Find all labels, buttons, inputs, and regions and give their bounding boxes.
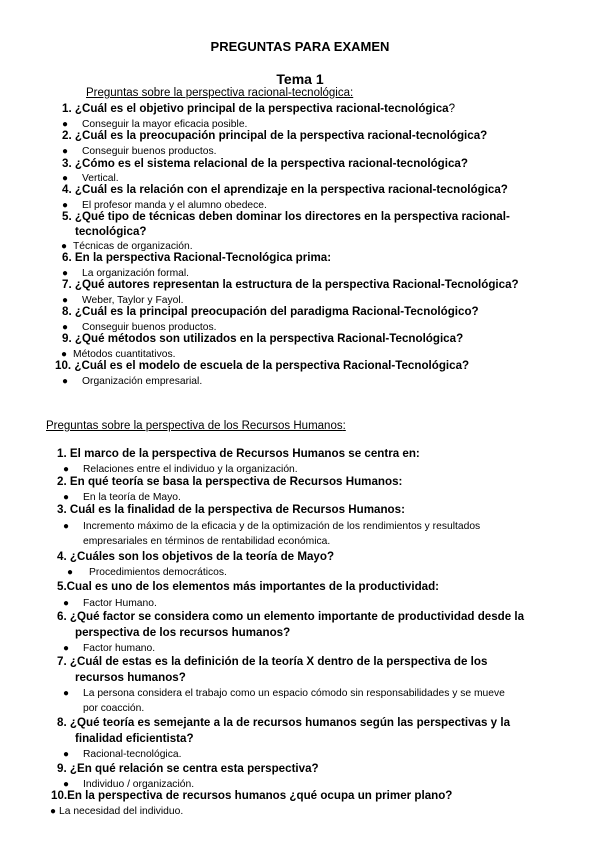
question: 9. ¿Qué métodos son utilizados en la perspectiva Racional-Tecnológica?	[62, 332, 464, 345]
answer: ● En la teoría de Mayo.	[63, 492, 181, 503]
bullet-icon: ●	[63, 464, 70, 475]
bullet-icon: ●	[63, 521, 70, 532]
answer: ● Factor Humano.	[63, 598, 157, 609]
answer: ● Individuo / organización.	[63, 779, 195, 790]
question-continuation: finalidad eficientista?	[75, 732, 194, 745]
topic-title: Tema 1	[276, 71, 324, 87]
bullet-icon: ●	[63, 779, 70, 790]
bullet-icon: ●	[62, 295, 69, 306]
bullet-icon: ●	[62, 200, 69, 211]
question: 3. Cuál es la finalidad de la perspectiva de Recursos Humanos:	[57, 503, 405, 516]
question: 1. ¿Cuál es el objetivo principal de la perspectiva racional-tecnológica?	[62, 102, 456, 115]
question: 7. ¿Qué autores representan la estructura de la perspectiva Racional-Tecnológica?	[62, 278, 519, 291]
answer: ● Organización empresarial.	[62, 376, 203, 387]
answer: ● Métodos cuantitativos.	[61, 349, 176, 360]
answer: ● La necesidad del individuo.	[50, 806, 184, 817]
bullet-icon: ●	[61, 241, 68, 252]
section-heading: Preguntas sobre la perspectiva de los Recursos Humanos:	[46, 420, 346, 432]
answer-continuation: por coacción.	[83, 703, 145, 714]
question-continuation: perspectiva de los recursos humanos?	[75, 626, 291, 639]
question: 2. ¿Cuál es la preocupación principal de la perspectiva racional-tecnológica?	[62, 129, 488, 142]
bullet-icon: ●	[62, 376, 69, 387]
bullet-icon: ●	[63, 688, 70, 699]
answer: ● El profesor manda y el alumno obedece.	[62, 200, 267, 211]
answer: ● Conseguir buenos productos.	[62, 146, 217, 157]
bullet-icon: ●	[62, 268, 69, 279]
answer: ● La persona considera el trabajo como un espacio cómodo sin responsabilidades y se mueve	[63, 688, 505, 699]
question: 9. ¿En qué relación se centra esta perspectiva?	[57, 762, 319, 775]
question-continuation: tecnológica?	[75, 225, 147, 238]
question: 5.Cual es uno de los elementos más importantes de la productividad:	[57, 580, 440, 593]
question: 3. ¿Cómo es el sistema relacional de la perspectiva racional-tecnológica?	[62, 157, 468, 170]
bullet-icon: ●	[62, 146, 69, 157]
answer: ● Relaciones entre el individuo y la organización.	[63, 464, 298, 475]
answer: ● Weber, Taylor y Fayol.	[62, 295, 184, 306]
question: 2. En qué teoría se basa la perspectiva de Recursos Humanos:	[57, 475, 403, 488]
answer: ● Factor humano.	[63, 643, 156, 654]
question: 6. ¿Qué factor se considera como un elemento importante de productividad desde la	[57, 610, 525, 623]
question: 1. El marco de la perspectiva de Recursos Humanos se centra en:	[57, 447, 420, 460]
bullet-icon: ●	[63, 492, 70, 503]
answer: ● Técnicas de organización.	[61, 241, 193, 252]
question-continuation: recursos humanos?	[75, 671, 186, 684]
question: 8. ¿Qué teoría es semejante a la de recursos humanos según las perspectivas y la	[57, 716, 511, 729]
answer-continuation: empresariales en términos de rentabilidad económica.	[83, 536, 331, 547]
answer: ● La organización formal.	[62, 268, 190, 279]
bullet-icon: ●	[62, 173, 69, 184]
answer: ● Conseguir buenos productos.	[62, 322, 217, 333]
question: 10.En la perspectiva de recursos humanos ¿qué ocupa un primer plano?	[51, 789, 453, 802]
question: 10. ¿Cuál es el modelo de escuela de la perspectiva Racional-Tecnológica?	[55, 359, 470, 372]
bullet-icon: ●	[50, 806, 57, 817]
document-title: PREGUNTAS PARA EXAMEN	[210, 39, 390, 54]
bullet-icon: ●	[67, 567, 74, 578]
answer: ● Conseguir la mayor eficacia posible.	[62, 119, 248, 130]
question: 5. ¿Qué tipo de técnicas deben dominar los directores en la perspectiva racional-	[62, 210, 510, 223]
bullet-icon: ●	[63, 749, 70, 760]
question: 8. ¿Cuál es la principal preocupación del paradigma Racional-Tecnológico?	[62, 305, 479, 318]
question: 7. ¿Cuál de estas es la definición de la teoría X dentro de la perspectiva de los	[57, 655, 488, 668]
question: 4. ¿Cuál es la relación con el aprendizaje en la perspectiva racional-tecnológica?	[62, 183, 508, 196]
answer: ● Racional-tecnológica.	[63, 749, 182, 760]
answer: ● Incremento máximo de la eficacia y de la optimización de los rendimientos y resultados	[63, 521, 481, 532]
bullet-icon: ●	[63, 598, 70, 609]
answer: ● Vertical.	[62, 173, 119, 184]
bullet-icon: ●	[63, 643, 70, 654]
question: 4. ¿Cuáles son los objetivos de la teoría de Mayo?	[57, 550, 335, 563]
question: 6. En la perspectiva Racional-Tecnológica prima:	[62, 251, 332, 264]
bullet-icon: ●	[62, 322, 69, 333]
answer: ● Procedimientos democráticos.	[67, 567, 227, 578]
bullet-icon: ●	[62, 119, 69, 130]
section-heading: Preguntas sobre la perspectiva racional-tecnológica:	[86, 87, 354, 99]
bullet-icon: ●	[61, 349, 68, 360]
